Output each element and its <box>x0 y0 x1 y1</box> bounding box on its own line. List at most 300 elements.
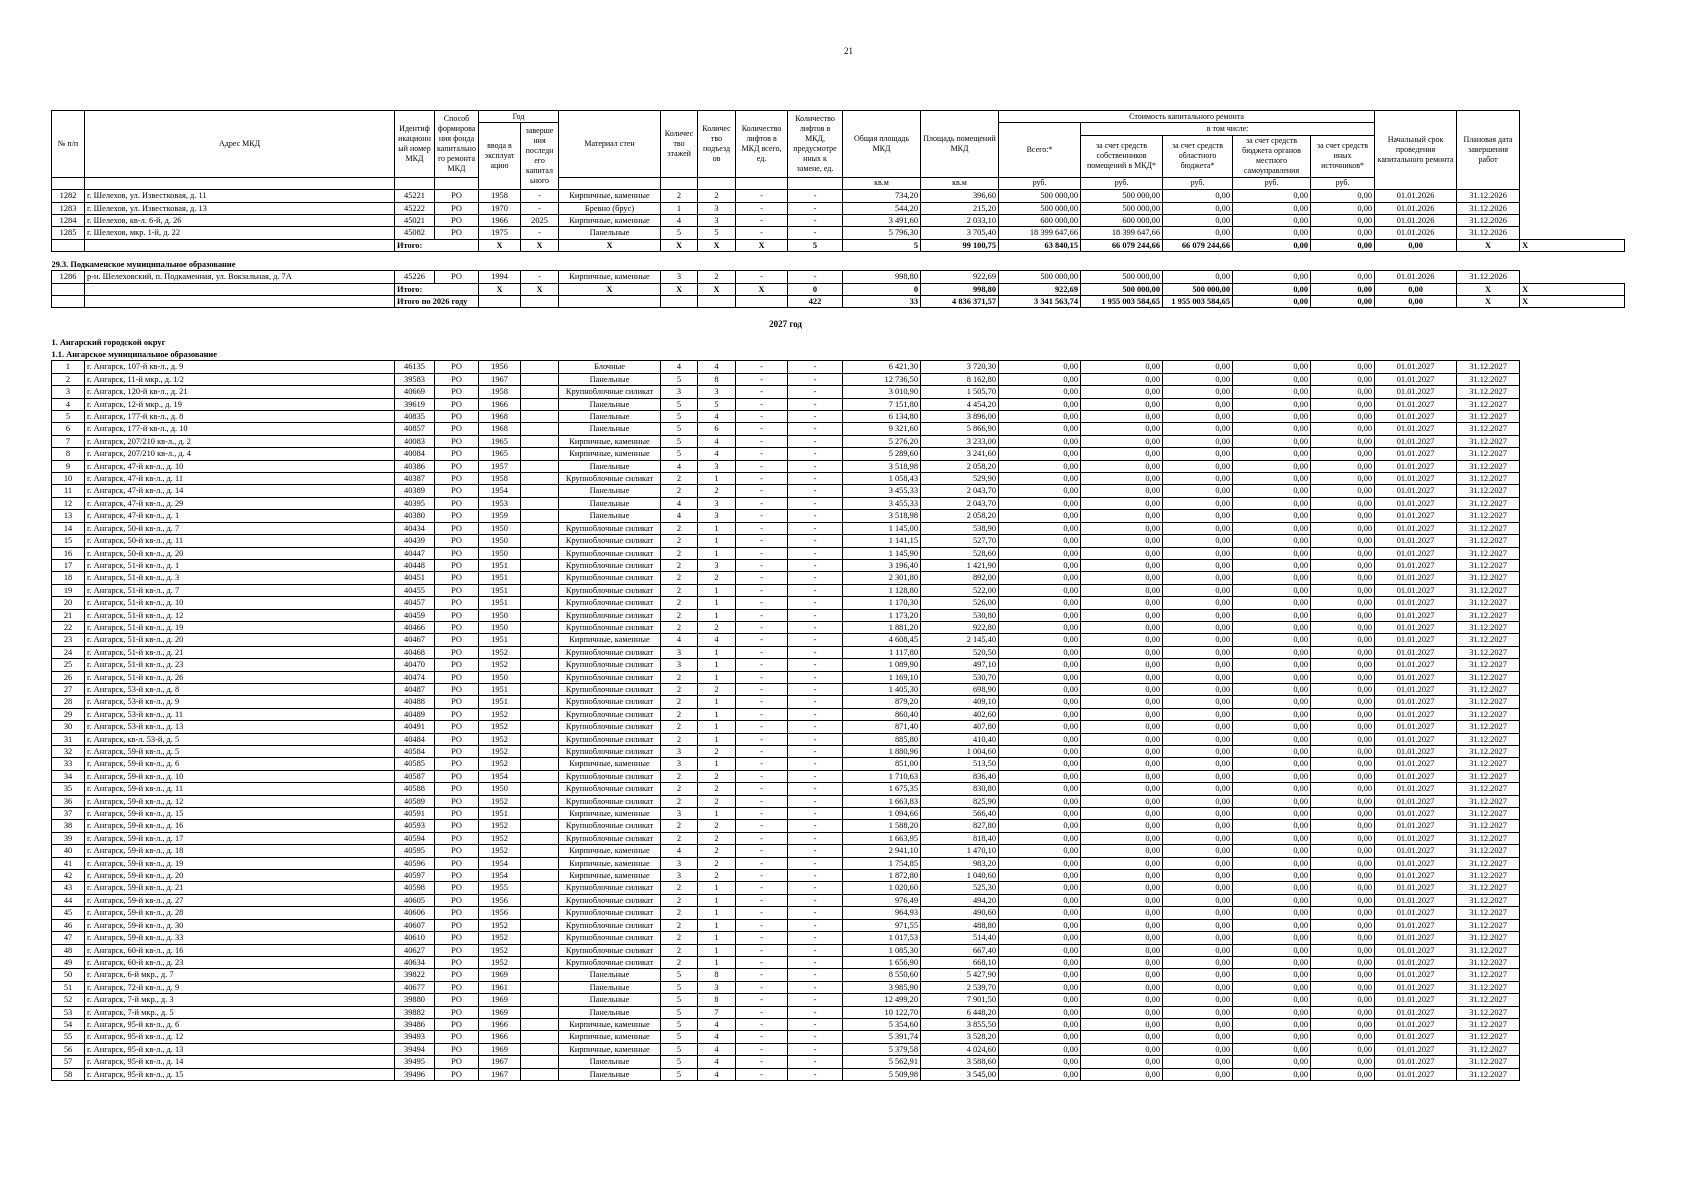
table-cell: 0,00 <box>1163 361 1233 373</box>
table-cell: - <box>788 1068 843 1080</box>
table-cell: - <box>521 202 559 214</box>
table-cell: 40627 <box>395 944 435 956</box>
table-cell: 667,40 <box>921 944 999 956</box>
table-cell: 825,90 <box>921 795 999 807</box>
col-total-area-header: Общая площадь МКД <box>843 111 921 178</box>
table-cell: 2 <box>661 522 698 534</box>
table-cell: 4 <box>698 1068 736 1080</box>
table-cell: Крупноблочные силикат <box>559 708 661 720</box>
table-cell: 0,00 <box>999 597 1081 609</box>
table-cell: - <box>736 1031 788 1043</box>
total-cell: 998,80 <box>921 283 999 295</box>
table-cell: 0,00 <box>1233 411 1311 423</box>
table-cell: 40459 <box>395 609 435 621</box>
table-cell: 0,00 <box>999 832 1081 844</box>
table-cell <box>521 460 559 472</box>
table-cell: 4 <box>661 460 698 472</box>
table-cell: 3 233,00 <box>921 435 999 447</box>
unit-rub: руб. <box>1163 177 1233 189</box>
table-cell: - <box>736 956 788 968</box>
table-cell: 01.01.2027 <box>1375 411 1457 423</box>
table-cell: г. Ангарск, 51-й кв-л., д. 12 <box>85 609 395 621</box>
table-cell: 2 <box>661 671 698 683</box>
total-empty-cell <box>85 239 395 251</box>
table-cell: 1 <box>698 882 736 894</box>
table-cell: 31.12.2027 <box>1457 522 1520 534</box>
table-cell: 45226 <box>395 271 435 283</box>
table-row <box>52 882 1625 894</box>
table-cell: г. Ангарск, 7-й мкр., д. 5 <box>85 1006 395 1018</box>
table-cell: 40468 <box>395 646 435 658</box>
table-cell: Кирпичные, каменные <box>559 758 661 770</box>
table-cell: 0,00 <box>1311 214 1375 226</box>
table-cell: 01.01.2027 <box>1375 696 1457 708</box>
table-cell: 0,00 <box>999 746 1081 758</box>
table-cell: 31.12.2027 <box>1457 386 1520 398</box>
total-cell: 500 000,00 <box>1081 283 1163 295</box>
table-cell: - <box>788 659 843 671</box>
table-cell: 45082 <box>395 227 435 239</box>
table-cell: РО <box>435 227 479 239</box>
table-cell: - <box>788 956 843 968</box>
table-cell: 1 <box>698 708 736 720</box>
table-cell: 0,00 <box>1311 659 1375 671</box>
table-cell: 2 <box>698 795 736 807</box>
total-cell: Х <box>1457 283 1520 295</box>
table-cell: РО <box>435 497 479 509</box>
total-cell: 99 100,75 <box>921 239 999 251</box>
table-cell: Крупноблочные силикат <box>559 386 661 398</box>
table-cell: 40448 <box>395 559 435 571</box>
table-cell: г. Ангарск, 60-й кв-л., д. 16 <box>85 944 395 956</box>
table-cell: 0,00 <box>1311 435 1375 447</box>
table-cell: 0,00 <box>1081 944 1163 956</box>
total-empty-cell <box>52 239 85 251</box>
table-cell: 1 089,90 <box>843 659 921 671</box>
table-cell: 0,00 <box>1233 398 1311 410</box>
table-cell: 0,00 <box>999 733 1081 745</box>
table-cell: 31.12.2027 <box>1457 708 1520 720</box>
table-cell: 0,00 <box>1311 386 1375 398</box>
table-cell: - <box>736 535 788 547</box>
table-cell: - <box>736 857 788 869</box>
table-cell: 1956 <box>479 907 521 919</box>
table-cell: 410,40 <box>921 733 999 745</box>
col-entrances-header: Количес тво подъезд ов <box>698 111 736 178</box>
table-cell: 3 241,60 <box>921 448 999 460</box>
table-cell: - <box>736 386 788 398</box>
table-cell: 31.12.2027 <box>1457 1031 1520 1043</box>
table-cell: 0,00 <box>999 448 1081 460</box>
table-cell: Крупноблочные силикат <box>559 572 661 584</box>
table-cell <box>521 994 559 1006</box>
table-cell: - <box>788 795 843 807</box>
total-cell: Х <box>521 283 559 295</box>
table-cell: г. Ангарск, 6-й мкр., д. 7 <box>85 969 395 981</box>
table-cell: 5 <box>661 1043 698 1055</box>
table-cell: 0,00 <box>1233 758 1311 770</box>
table-cell: 0,00 <box>1311 202 1375 214</box>
table-cell: 3 <box>661 746 698 758</box>
table-cell: 976,49 <box>843 894 921 906</box>
table-cell: 31.12.2027 <box>1457 485 1520 497</box>
table-cell: 31.12.2026 <box>1457 190 1520 202</box>
table-cell: 46135 <box>395 361 435 373</box>
table-cell: 1968 <box>479 411 521 423</box>
table-cell: Крупноблочные силикат <box>559 894 661 906</box>
table-cell: г. Ангарск, 51-й кв-л., д. 20 <box>85 634 395 646</box>
table-cell: 2 <box>661 559 698 571</box>
table-cell: 0,00 <box>999 522 1081 534</box>
table-cell: г. Ангарск, 107-й кв-л., д. 9 <box>85 361 395 373</box>
table-cell: 3 896,00 <box>921 411 999 423</box>
table-cell: 0,00 <box>1233 597 1311 609</box>
table-cell: 0,00 <box>1311 1068 1375 1080</box>
table-cell: 31.12.2027 <box>1457 547 1520 559</box>
table-cell: 1951 <box>479 808 521 820</box>
table-cell: 31.12.2027 <box>1457 621 1520 633</box>
table-cell: 1 <box>698 473 736 485</box>
table-cell: 31.12.2027 <box>1457 808 1520 820</box>
table-cell: 0,00 <box>1081 783 1163 795</box>
table-cell: 0,00 <box>1081 584 1163 596</box>
table-cell: 0,00 <box>1233 783 1311 795</box>
table-cell: 851,00 <box>843 758 921 770</box>
table-cell: г. Ангарск, 47-й кв-л., д. 10 <box>85 460 395 472</box>
table-cell: 0,00 <box>999 361 1081 373</box>
table-cell: 0,00 <box>999 435 1081 447</box>
table-cell: 525,30 <box>921 882 999 894</box>
table-cell: 11 <box>52 485 85 497</box>
table-cell: 01.01.2027 <box>1375 361 1457 373</box>
table-cell: - <box>736 271 788 283</box>
table-cell: РО <box>435 559 479 571</box>
unit-empty <box>788 177 843 189</box>
table-row <box>52 944 1625 956</box>
table-cell: 0,00 <box>1081 646 1163 658</box>
table-cell: Кирпичные, каменные <box>559 190 661 202</box>
table-cell: 0,00 <box>1163 386 1233 398</box>
table-cell: - <box>788 202 843 214</box>
table-cell: 0,00 <box>999 758 1081 770</box>
table-cell: 31.12.2027 <box>1457 671 1520 683</box>
table-cell: 40597 <box>395 870 435 882</box>
table-cell: 0,00 <box>999 559 1081 571</box>
table-row <box>52 597 1625 609</box>
table-cell: 50 <box>52 969 85 981</box>
table-cell: г. Ангарск, 50-й кв-л., д. 20 <box>85 547 395 559</box>
table-cell: г. Ангарск, 51-й кв-л., д. 21 <box>85 646 395 658</box>
table-cell: 1 <box>698 944 736 956</box>
table-cell <box>521 485 559 497</box>
table-cell: 0,00 <box>1233 386 1311 398</box>
table-cell: 1 880,96 <box>843 746 921 758</box>
table-cell: Крупноблочные силикат <box>559 609 661 621</box>
table-cell <box>521 572 559 584</box>
table-cell: Крупноблочные силикат <box>559 547 661 559</box>
table-cell: г. Ангарск, 95-й кв-л., д. 14 <box>85 1056 395 1068</box>
table-cell: Крупноблочные силикат <box>559 597 661 609</box>
table-cell: - <box>788 671 843 683</box>
table-cell: 3 <box>698 386 736 398</box>
table-cell: 4 <box>698 411 736 423</box>
table-cell: 2 <box>698 572 736 584</box>
table-cell: 1 <box>698 522 736 534</box>
table-cell: 14 <box>52 522 85 534</box>
table-cell: 1 881,20 <box>843 621 921 633</box>
table-cell: 46 <box>52 919 85 931</box>
total-cell: 0,00 <box>1311 283 1375 295</box>
table-cell: 0,00 <box>999 994 1081 1006</box>
table-cell: 0,00 <box>999 659 1081 671</box>
table-cell <box>521 609 559 621</box>
table-cell: 1957 <box>479 460 521 472</box>
table-cell: 40591 <box>395 808 435 820</box>
table-cell: - <box>736 497 788 509</box>
table-cell: 0,00 <box>1311 820 1375 832</box>
total-cell <box>661 296 698 308</box>
table-cell: Панельные <box>559 497 661 509</box>
table-cell: - <box>788 361 843 373</box>
total-cell: 500 000,00 <box>1163 283 1233 295</box>
table-cell: 31.12.2026 <box>1457 271 1520 283</box>
table-cell: 39822 <box>395 969 435 981</box>
table-cell: 31.12.2027 <box>1457 683 1520 695</box>
table-row <box>52 423 1625 435</box>
table-cell: 2 145,40 <box>921 634 999 646</box>
table-cell: 40489 <box>395 708 435 720</box>
table-cell: 0,00 <box>999 497 1081 509</box>
table-cell: 0,00 <box>1163 510 1233 522</box>
table-cell: 0,00 <box>1311 398 1375 410</box>
table-cell: 40447 <box>395 547 435 559</box>
table-cell: г. Ангарск, 51-й кв-л., д. 19 <box>85 621 395 633</box>
table-cell: 31.12.2027 <box>1457 795 1520 807</box>
table-cell: 2 <box>698 485 736 497</box>
table-cell: Крупноблочные силикат <box>559 932 661 944</box>
table-cell: 0,00 <box>1311 547 1375 559</box>
table-cell: 1950 <box>479 535 521 547</box>
table-cell: 27 <box>52 683 85 695</box>
table-cell: 1955 <box>479 882 521 894</box>
table-cell: г. Ангарск, 59-й кв-л., д. 21 <box>85 882 395 894</box>
table-cell: Панельные <box>559 373 661 385</box>
table-cell: 35 <box>52 783 85 795</box>
table-cell: 01.01.2027 <box>1375 758 1457 770</box>
table-cell: г. Ангарск, 7-й мкр., д. 3 <box>85 994 395 1006</box>
table-cell: 3 <box>698 214 736 226</box>
table-cell: 600 000,00 <box>1081 214 1163 226</box>
table-cell: 38 <box>52 820 85 832</box>
table-cell: 01.01.2027 <box>1375 510 1457 522</box>
table-row <box>52 746 1625 758</box>
table-cell: Кирпичные, каменные <box>559 1031 661 1043</box>
table-cell: 5 <box>661 448 698 460</box>
table-cell: 0,00 <box>1081 696 1163 708</box>
table-cell: г. Ангарск, 11-й мкр., д. 1/2 <box>85 373 395 385</box>
table-cell: 41 <box>52 857 85 869</box>
table-cell: 892,00 <box>921 572 999 584</box>
table-cell: 0,00 <box>1081 435 1163 447</box>
table-cell: РО <box>435 696 479 708</box>
col-wall-material-header: Материал стен <box>559 111 661 178</box>
table-cell: 0,00 <box>1163 584 1233 596</box>
table-cell: 0,00 <box>1163 932 1233 944</box>
table-cell: - <box>788 1018 843 1030</box>
table-cell <box>521 870 559 882</box>
table-cell: 10 122,70 <box>843 1006 921 1018</box>
table-cell: 0,00 <box>999 956 1081 968</box>
table-cell: РО <box>435 1006 479 1018</box>
table-cell: 0,00 <box>1163 894 1233 906</box>
table-cell: 01.01.2027 <box>1375 857 1457 869</box>
table-cell: г. Ангарск, 53-й кв-л., д. 13 <box>85 721 395 733</box>
table-cell: Панельные <box>559 423 661 435</box>
table-cell: 2 <box>661 190 698 202</box>
table-cell: 0,00 <box>1311 683 1375 695</box>
table-cell: 31.12.2027 <box>1457 597 1520 609</box>
table-cell: г. Ангарск, 51-й кв-л., д. 7 <box>85 584 395 596</box>
table-cell: - <box>788 1056 843 1068</box>
table-cell: г. Ангарск, 95-й кв-л., д. 12 <box>85 1031 395 1043</box>
table-cell: 860,40 <box>843 708 921 720</box>
table-cell: 871,40 <box>843 721 921 733</box>
table-cell: 40084 <box>395 448 435 460</box>
table-cell: 2 539,70 <box>921 981 999 993</box>
table-cell: 0,00 <box>1163 435 1233 447</box>
table-cell: 1952 <box>479 746 521 758</box>
table-cell: 0,00 <box>1081 969 1163 981</box>
table-cell: 01.01.2027 <box>1375 683 1457 695</box>
unit-rub: руб. <box>1081 177 1163 189</box>
table-cell: 1969 <box>479 994 521 1006</box>
table-cell: 1 <box>698 907 736 919</box>
table-cell: 01.01.2027 <box>1375 522 1457 534</box>
table-cell: 1954 <box>479 485 521 497</box>
table-cell <box>521 808 559 820</box>
table-cell: г. Ангарск, 72-й кв-л., д. 9 <box>85 981 395 993</box>
table-cell: 0,00 <box>1233 510 1311 522</box>
table-cell: 8 <box>698 373 736 385</box>
table-cell: РО <box>435 808 479 820</box>
table-row <box>52 783 1625 795</box>
total-cell: Х <box>1520 296 1625 308</box>
table-cell: 0,00 <box>1233 907 1311 919</box>
table-cell: РО <box>435 944 479 956</box>
table-cell: 40387 <box>395 473 435 485</box>
table-cell: 0,00 <box>999 696 1081 708</box>
table-cell: 5 <box>661 227 698 239</box>
table-cell: 0,00 <box>1163 721 1233 733</box>
table-cell: 3 <box>661 758 698 770</box>
table-row <box>52 845 1625 857</box>
table-cell: 40587 <box>395 770 435 782</box>
table-cell: - <box>788 190 843 202</box>
table-cell: 0,00 <box>1163 473 1233 485</box>
table-cell: 0,00 <box>1081 894 1163 906</box>
table-cell: - <box>788 227 843 239</box>
table-cell: 0,00 <box>1163 1018 1233 1030</box>
table-cell: 0,00 <box>999 1018 1081 1030</box>
table-row <box>52 202 1625 214</box>
table-cell: Кирпичные, каменные <box>559 634 661 646</box>
table-cell: 2 <box>661 956 698 968</box>
table-cell: 5 <box>661 994 698 1006</box>
total-cell: Х <box>1520 239 1625 251</box>
table-cell: 31.12.2027 <box>1457 907 1520 919</box>
table-cell: - <box>788 758 843 770</box>
table-cell: 1952 <box>479 845 521 857</box>
table-row <box>52 659 1625 671</box>
table-cell: 0,00 <box>1081 1056 1163 1068</box>
table-cell: 01.01.2027 <box>1375 907 1457 919</box>
total-cell: 5 <box>788 239 843 251</box>
table-cell <box>521 646 559 658</box>
table-cell: РО <box>435 969 479 981</box>
table-cell: 544,20 <box>843 202 921 214</box>
table-row <box>52 361 1625 373</box>
table-cell: 1 <box>698 808 736 820</box>
table-cell: 01.01.2027 <box>1375 547 1457 559</box>
table-cell: - <box>788 721 843 733</box>
table-cell: РО <box>435 361 479 373</box>
table-cell: г. Ангарск, кв-л. 53-й, д. 5 <box>85 733 395 745</box>
table-cell: 24 <box>52 646 85 658</box>
table-cell: 0,00 <box>1233 845 1311 857</box>
table-cell: 2 <box>661 919 698 931</box>
table-cell: - <box>788 584 843 596</box>
table-cell: 0,00 <box>1163 919 1233 931</box>
table-cell: - <box>788 373 843 385</box>
table-cell: Блочные <box>559 361 661 373</box>
table-cell: РО <box>435 795 479 807</box>
year-heading: 2027 год <box>769 318 802 329</box>
table-cell: 4 <box>661 214 698 226</box>
table-cell: Кирпичные, каменные <box>559 214 661 226</box>
table-row <box>52 584 1625 596</box>
table-cell: 0,00 <box>1233 857 1311 869</box>
table-cell: 01.01.2027 <box>1375 559 1457 571</box>
table-cell: 01.01.2027 <box>1375 944 1457 956</box>
table-cell <box>521 795 559 807</box>
table-cell: 0,00 <box>999 510 1081 522</box>
table-cell: 0,00 <box>1233 572 1311 584</box>
table-cell: 6 <box>698 423 736 435</box>
table-cell: 1 128,80 <box>843 584 921 596</box>
unit-empty <box>559 177 661 189</box>
table-cell: 01.01.2027 <box>1375 460 1457 472</box>
table-cell: 12 736,50 <box>843 373 921 385</box>
table-cell: 1950 <box>479 609 521 621</box>
table-cell: 4 <box>698 361 736 373</box>
table-cell: 29 <box>52 708 85 720</box>
table-cell: 01.01.2027 <box>1375 919 1457 931</box>
table-cell: 40610 <box>395 932 435 944</box>
table-cell: 0,00 <box>1233 559 1311 571</box>
table-cell: 0,00 <box>999 423 1081 435</box>
table-cell: - <box>736 1068 788 1080</box>
table-cell: 39882 <box>395 1006 435 1018</box>
table-cell: 734,20 <box>843 190 921 202</box>
table-cell: р-н. Шелеховский, п. Подкаменная, ул. Вокзальная, д. 7А <box>85 271 395 283</box>
table-cell: 40595 <box>395 845 435 857</box>
table-cell: 4 608,45 <box>843 634 921 646</box>
table-cell: 0,00 <box>1233 820 1311 832</box>
table-cell: 0,00 <box>1163 1056 1233 1068</box>
table-cell: 1 170,30 <box>843 597 921 609</box>
table-cell: 0,00 <box>1311 190 1375 202</box>
table-cell: Крупноблочные силикат <box>559 683 661 695</box>
